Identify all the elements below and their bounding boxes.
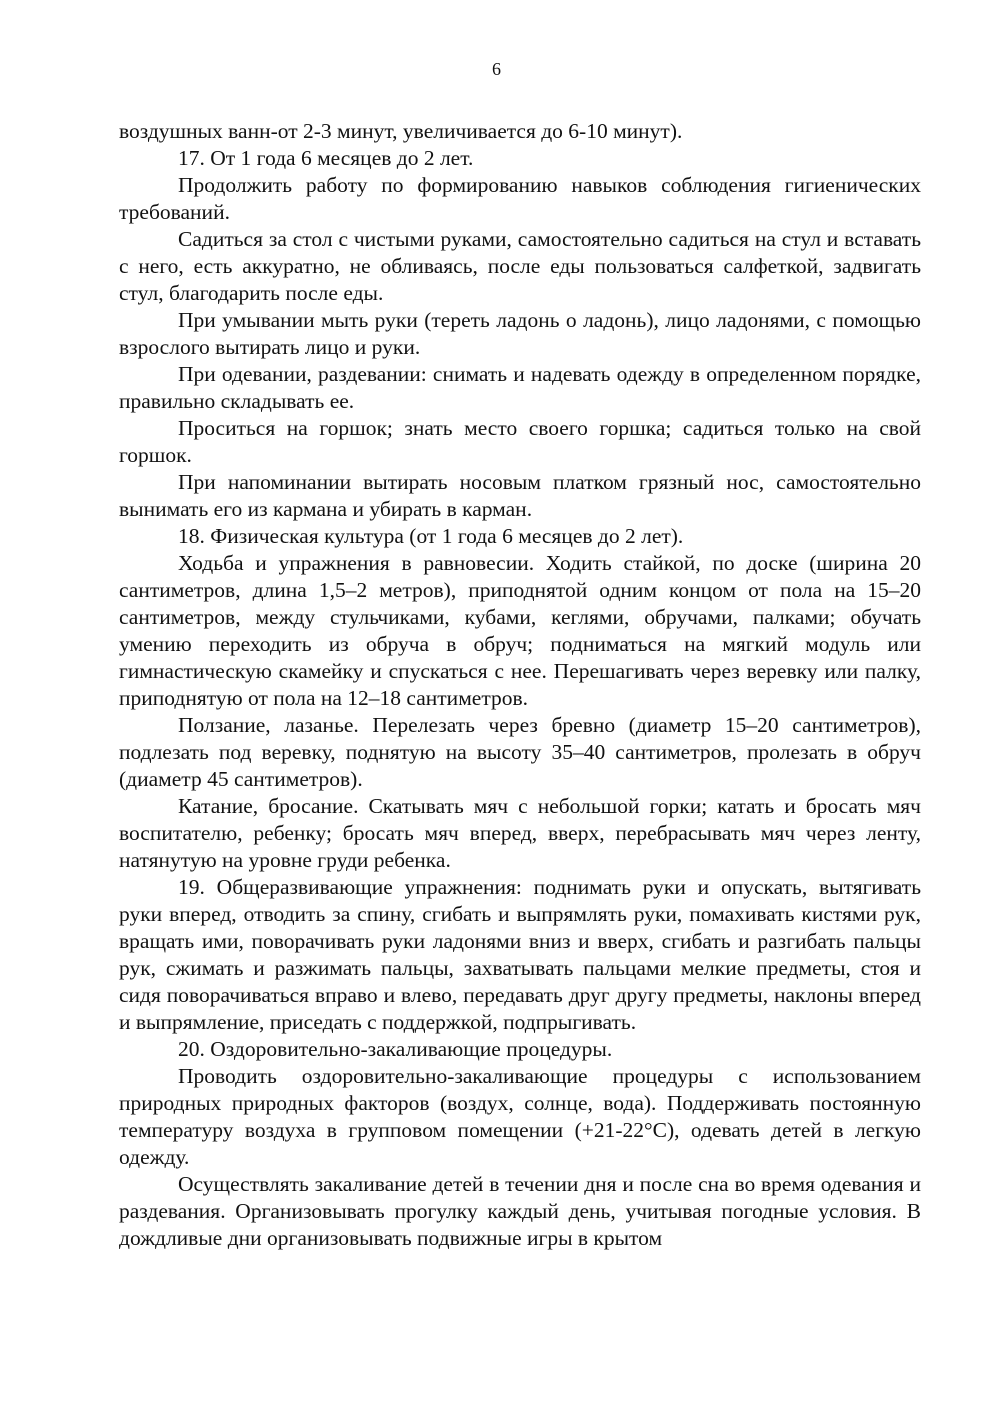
paragraph: Ползание, лазанье. Перелезать через бревно (диаметр 15–20 сантиметров), подлезать под веревку, поднятую на высоту 35–40 сантиметров, пролезать в обруч (диаметр 45 сантиметров). xyxy=(119,713,921,791)
paragraph: Продолжить работу по формированию навыков соблюдения гигиенических требований. xyxy=(119,173,921,224)
section-heading-18: 18. Физическая культура (от 1 года 6 месяцев до 2 лет). xyxy=(178,524,684,548)
paragraph: Осуществлять закаливание детей в течении дня и после сна во время одевания и раздевания. Организовывать прогулку каждый день, учитывая погодные условия. В дождливые дни организовывать подвижные игры в крытом xyxy=(119,1172,921,1250)
section-paragraph-19: 19. Общеразвивающие упражнения: поднимать руки и опускать, вытягивать руки вперед, отводить за спину, сгибать и выпрямлять руки, помахивать кистями рук, вращать ими, поворачивать руки ладонями вниз и вверх, сгибать и разгибать пальцы рук, сжимать и разжимать пальцы, захватывать пальцами мелкие предметы, стоя и сидя поворачиваться вправо и влево, передавать друг другу предметы, наклоны вперед и выпрямление, приседать с поддержкой, подпрыгивать. xyxy=(119,875,921,1034)
paragraph: Ходьба и упражнения в равновесии. Ходить стайкой, по доске (ширина 20 сантиметров, длина 1,5–2 метров), приподнятой одним концом от пола на 15–20 сантиметров, между стульчиками, кубами, кеглями, обручами, палками; обучать умению переходить из обруча в обруч; подниматься на мягкий модуль или гимнастическую скамейку и спускаться с нее. Перешагивать через веревку или палку, приподнятую от пола на 12–18 сантиметров. xyxy=(119,551,921,710)
paragraph: При одевании, раздевании: снимать и надевать одежду в определенном порядке, правильно складывать ее. xyxy=(119,362,921,413)
paragraph: Катание, бросание. Скатывать мяч с небольшой горки; катать и бросать мяч воспитателю, ребенку; бросать мяч вперед, вверх, перебрасывать мяч через ленту, натянутую на уровне груди ребенка. xyxy=(119,794,921,872)
section-heading-20: 20. Оздоровительно-закаливающие процедуры. xyxy=(178,1037,613,1061)
paragraph: При напоминании вытирать носовым платком грязный нос, самостоятельно вынимать его из кармана и убирать в карман. xyxy=(119,470,921,521)
paragraph: Проситься на горшок; знать место своего горшка; садиться только на свой горшок. xyxy=(119,416,921,467)
paragraph: Садиться за стол с чистыми руками, самостоятельно садиться на стул и вставать с него, есть аккуратно, не обливаясь, после еды пользоваться салфеткой, задвигать стул, благодарить после еды. xyxy=(119,227,921,305)
paragraph: Проводить оздоровительно-закаливающие процедуры с использованием природных природных факторов (воздух, солнце, вода). Поддерживать постоянную температуру воздуха в групповом помещении (+21-22°C), одевать детей в легкую одежду. xyxy=(119,1064,921,1169)
paragraph: воздушных ванн-от 2-3 минут, увеличивается до 6-10 минут). xyxy=(119,119,683,143)
page-number: 6 xyxy=(492,59,501,79)
section-heading-17: 17. От 1 года 6 месяцев до 2 лет. xyxy=(178,146,474,170)
paragraph: При умывании мыть руки (тереть ладонь о ладонь), лицо ладонями, с помощью взрослого вытирать лицо и руки. xyxy=(119,308,921,359)
document-body xyxy=(119,118,921,1252)
